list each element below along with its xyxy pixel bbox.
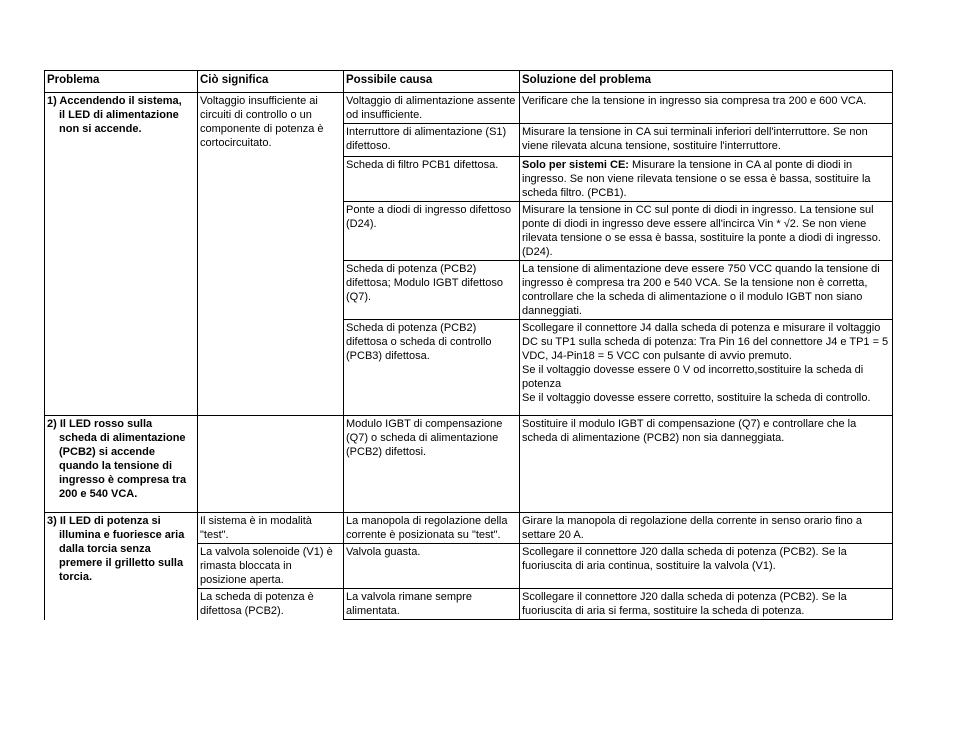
cause-cell: Valvola guasta. [344, 544, 520, 589]
solution-line: Scollegare il connettore J4 dalla scheda di potenza e misurare il voltaggio DC su TP1 sulla scheda di potenza: Tra Pin 16 del connettore J4 e TP1 = 5 VDC, J4-Pin18 = 5 VCC con pulsante di avvio premuto. [522, 322, 889, 362]
cause-cell: Scheda di potenza (PCB2) difettosa; Modulo IGBT difettoso (Q7). [344, 261, 520, 320]
cause-cell: Scheda di filtro PCB1 difettosa. [344, 157, 520, 202]
cause-cell: La manopola di regolazione della corrente è posizionata su "test". [344, 513, 520, 544]
troubleshooting-table [44, 70, 893, 620]
solution-cell: Scollegare il connettore J20 dalla scheda di potenza (PCB2). Se la fuoriuscita di aria si ferma, sostituire la scheda di potenza. [520, 589, 893, 620]
problem-2-cell [45, 416, 198, 513]
problem-3-text: illumina e fuoriesce aria dalla torcia senza premere il grilletto sulla torcia. [59, 529, 185, 583]
solution-cell: La tensione di alimentazione deve essere 750 VCC quando la tensione di ingresso è compresa tra 200 e 540 VCA. Se la tensione non è corretta, controllare che la scheda di alimentazione o il modulo IGBT non siano danneggiati. [520, 261, 893, 320]
header-solution: Soluzione del problema [520, 71, 893, 93]
cause-cell: Ponte a diodi di ingresso difettoso (D24). [344, 202, 520, 261]
header-problem: Problema [45, 71, 198, 93]
solution-cell: Sostituire il modulo IGBT di compensazione (Q7) e controllare che la scheda di alimentazione (PCB2) non sia danneggiata. [520, 416, 893, 513]
problem-2-meaning [198, 416, 344, 513]
header-cause: Possibile causa [344, 71, 520, 93]
table-row [45, 513, 893, 544]
solution-cell: Girare la manopola di regolazione della corrente in senso orario fino a settare 20 A. [520, 513, 893, 544]
solution-line: Se il voltaggio dovesse essere corretto, sostituire la scheda di controllo. [522, 392, 871, 404]
problem-3-number: 3) Il LED di potenza si [47, 515, 161, 527]
cause-cell: Modulo IGBT di compensazione (Q7) o scheda di alimentazione (PCB2) difettosi. [344, 416, 520, 513]
solution-bold-prefix: Solo per sistemi CE: [522, 159, 629, 171]
meaning-cell: Il sistema è in modalità "test". [198, 513, 344, 544]
solution-cell: Misurare la tensione in CA sui terminali inferiori dell'interruttore. Se non viene rilevata alcuna tensione, sostituire l'interruttore. [520, 124, 893, 157]
problem-1-cell [45, 93, 198, 416]
cause-cell: Voltaggio di alimentazione assente od insufficiente. [344, 93, 520, 124]
solution-line: Se il voltaggio dovesse essere 0 V od incorretto,sostituire la scheda di potenza [522, 364, 864, 390]
header-row [45, 71, 893, 93]
solution-text: Misurare la tensione in CA al ponte di diodi in ingresso. Se non viene rilevata tensione o se essa è bassa, sostituire la scheda filtro. (PCB1). [522, 159, 871, 199]
troubleshooting-sheet [44, 70, 893, 620]
problem-3-cell [45, 513, 198, 620]
meaning-cell: La scheda di potenza è difettosa (PCB2). [198, 589, 344, 620]
solution-cell: Scollegare il connettore J20 dalla scheda di potenza (PCB2). Se la fuoriuscita di aria continua, sostituire la valvola (V1). [520, 544, 893, 589]
problem-1-meaning: Voltaggio insufficiente ai circuiti di controllo o un componente di potenza è cortocircuitato. [198, 93, 344, 416]
cause-cell: Scheda di potenza (PCB2) difettosa o scheda di controllo (PCB3) difettosa. [344, 320, 520, 416]
cause-cell: Interruttore di alimentazione (S1) difettoso. [344, 124, 520, 157]
solution-cell [520, 157, 893, 202]
cause-cell: La valvola rimane sempre alimentata. [344, 589, 520, 620]
problem-2-text: scheda di alimentazione (PCB2) si accende quando la tensione di ingresso è compresa tra 200 e 540 VCA. [59, 432, 187, 500]
meaning-cell: La valvola solenoide (V1) è rimasta bloccata in posizione aperta. [198, 544, 344, 589]
solution-cell: Misurare la tensione in CC sul ponte di diodi in ingresso. La tensione sul ponte di diodi in ingresso deve essere all'incirca Vin * √2. Se non viene rilevata tensione o se essa è bassa, sostituire la ponte a diodi di ingresso. (D24). [520, 202, 893, 261]
problem-1-text: il LED di alimentazione non si accende. [59, 109, 179, 135]
problem-1-number: 1) Accendendo il sistema, [47, 95, 182, 107]
problem-2-number: 2) Il LED rosso sulla [47, 418, 153, 430]
table-row [45, 416, 893, 513]
solution-cell [520, 320, 893, 416]
table-row [45, 93, 893, 124]
solution-cell: Verificare che la tensione in ingresso sia compresa tra 200 e 600 VCA. [520, 93, 893, 124]
header-meaning: Ciò significa [198, 71, 344, 93]
